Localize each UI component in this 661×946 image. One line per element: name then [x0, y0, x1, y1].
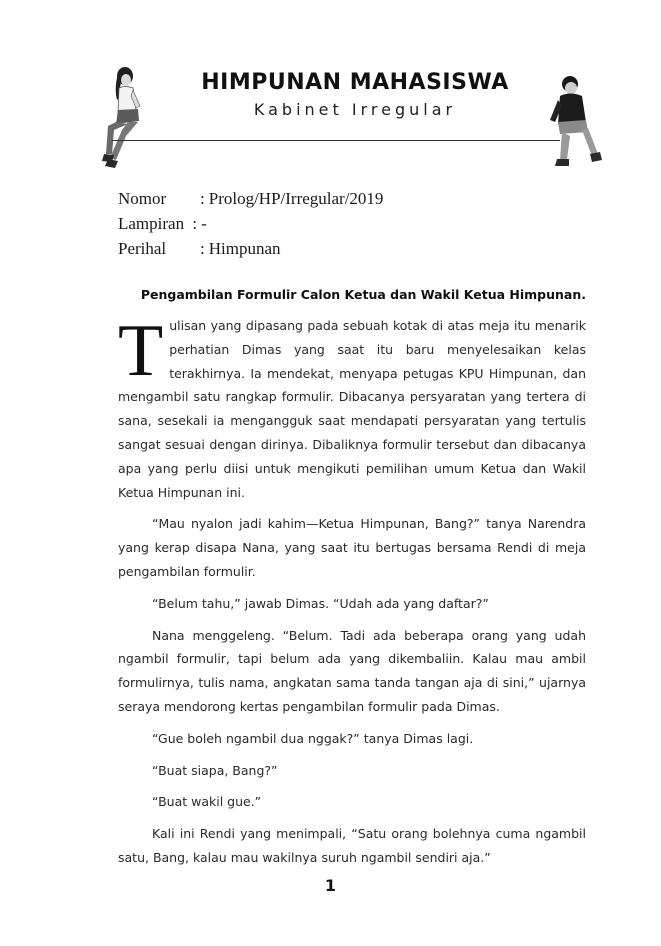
- opening-paragraph-text: ulisan yang dipasang pada sebuah kotak di atas meja itu menarik perhatian Dimas yang saat itu baru menyelesaikan kelas terakhirnya. Ia mendekat, menyapa petugas KPU Himpunan, dan mengambil satu rangkap formulir. Dibacanya persyaratan yang tertera di sana, sesekali ia mengangguk saat mendapati persyaratan yang tertulis sangat sesuai dengan dirinya. Dibaliknya formulir tersebut dan dibacanya apa yang perlu diisi untuk mengikuti pemilihan umum Ketua dan Wakil Ketua Himpunan ini.: [118, 318, 586, 500]
- memo-row-lampiran: [118, 211, 383, 236]
- paragraph: “Gue boleh ngambil dua nggak?” tanya Dimas lagi.: [152, 730, 474, 746]
- page-number: 1: [324, 876, 337, 895]
- chapter-body: [118, 286, 586, 878]
- paragraph: “Mau nyalon jadi kahim—Ketua Himpunan, Bang?” tanya Narendra yang kerap disapa Nana, yang saat itu bertugas bersama Rendi di meja pengambilan formulir.: [118, 516, 586, 579]
- memo-value-nomor: Prolog/HP/Irregular/2019: [208, 189, 384, 208]
- paragraph: “Belum tahu,” jawab Dimas. “Udah ada yang daftar?”: [152, 595, 489, 611]
- drop-cap-letter: T: [118, 310, 164, 392]
- memo-separator: :: [200, 239, 205, 258]
- memo-separator: :: [200, 189, 205, 208]
- memo-row-perihal: [118, 236, 383, 261]
- section-heading: Pengambilan Formulir Calon Ketua dan Wakil Ketua Himpunan.: [140, 287, 586, 302]
- memo-label-perihal: Perihal: [118, 239, 167, 258]
- memo-row-nomor: [118, 186, 383, 211]
- memo-label-nomor: Nomor: [118, 189, 167, 208]
- memo-block: [118, 186, 383, 261]
- seated-woman-illustration: [92, 66, 152, 182]
- paragraph: Kali ini Rendi yang menimpali, “Satu orang bolehnya cuma ngambil satu, Bang, kalau mau wakilnya suruh ngambil sendiri aja.”: [118, 826, 586, 865]
- memo-label-lampiran: Lampiran: [118, 214, 185, 233]
- memo-value-perihal: Himpunan: [208, 239, 281, 258]
- paragraph: “Buat wakil gue.”: [152, 794, 262, 810]
- header-divider: [112, 140, 560, 141]
- memo-separator: :: [192, 214, 198, 233]
- paragraph: Nana menggeleng. “Belum. Tadi ada beberapa orang yang udah ngambil formulir, tapi belum ada yang dikembaliin. Kalau mau ambil formulirnya, tulis nama, angkatan sama tanda tangan aja di sini,” ujarnya seraya mendorong kertas pengambilan formulir pada Dimas.: [118, 627, 586, 714]
- opening-paragraph: [118, 310, 586, 504]
- organization-title: HIMPUNAN MAHASISWA: [201, 70, 509, 95]
- cabinet-subtitle: Kabinet Irregular: [253, 100, 457, 119]
- paragraph: “Buat siapa, Bang?”: [152, 762, 278, 778]
- memo-value-lampiran: -: [201, 214, 207, 233]
